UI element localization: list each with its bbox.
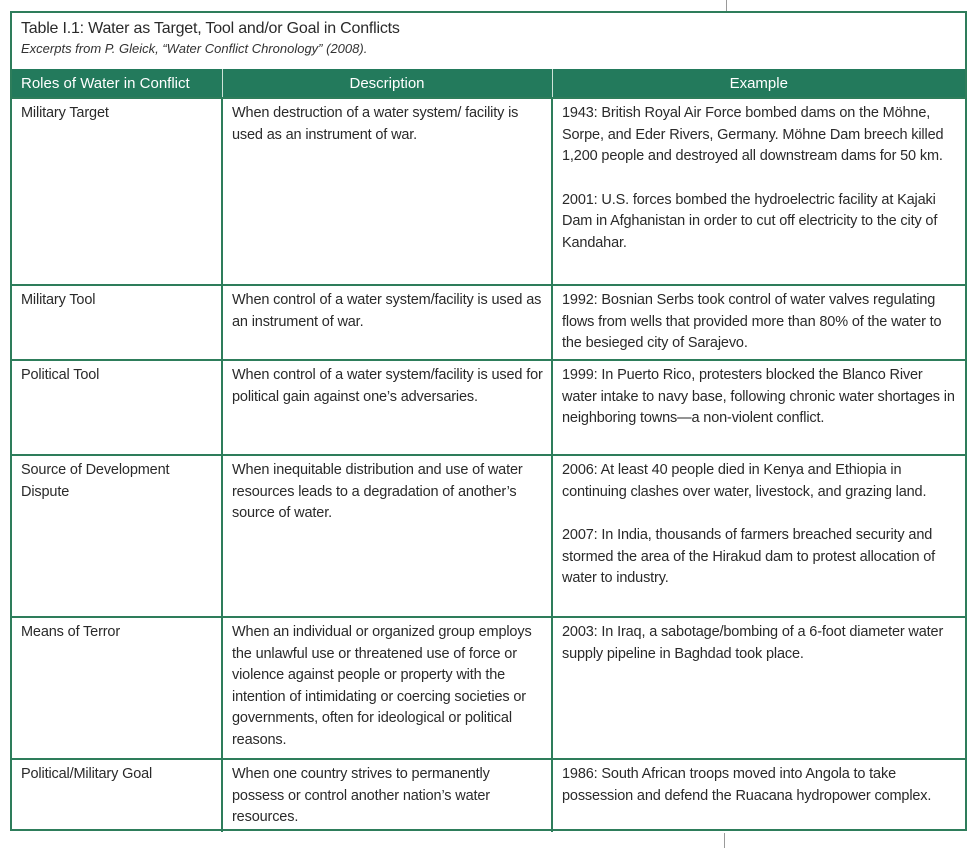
- table-row: [12, 360, 965, 455]
- table-source: Excerpts from P. Gleick, “Water Conflict Chronology” (2008).: [21, 41, 368, 56]
- example-text: 2003: In Iraq, a sabotage/bombing of a 6-foot diameter water supply pipeline in Baghdad took place.: [562, 624, 944, 662]
- role-cell: Political Tool: [12, 360, 222, 455]
- header-row: [12, 69, 965, 98]
- role-cell: Military Target: [12, 98, 222, 285]
- example-text: 1986: South African troops moved into Angola to take possession and defend the Ruacana hydropower complex.: [562, 766, 932, 804]
- example-cell: [552, 285, 965, 360]
- header-roles: Roles of Water in Conflict: [12, 69, 222, 98]
- example-cell: [552, 98, 965, 285]
- table-caption: [12, 13, 965, 69]
- conflict-table: [10, 11, 967, 831]
- header-description: Description: [222, 69, 552, 98]
- description-cell: When control of a water system/facility is used for political gain against one’s adversaries.: [222, 360, 552, 455]
- table-row: [12, 759, 965, 832]
- role-cell: Political/Military Goal: [12, 759, 222, 832]
- description-cell: When control of a water system/facility is used as an instrument of war.: [222, 285, 552, 360]
- description-cell: When one country strives to permanently possess or control another nation’s water resources.: [222, 759, 552, 832]
- header-example: Example: [552, 69, 965, 98]
- description-cell: When inequitable distribution and use of water resources leads to a degradation of another’s source of water.: [222, 455, 552, 617]
- table-row: [12, 617, 965, 759]
- description-cell: When destruction of a water system/ facility is used as an instrument of war.: [222, 98, 552, 285]
- example-cell: [552, 759, 965, 832]
- example-text: 2001: U.S. forces bombed the hydroelectric facility at Kajaki Dam in Afghanistan in order to cut off electricity to the city of Kandahar.: [562, 191, 938, 251]
- example-text: 1943: British Royal Air Force bombed dams on the Möhne, Sorpe, and Eder Rivers, Germany. Möhne Dam breech killed 1,200 people and destroyed all downstream dams for 50 km.: [562, 105, 944, 164]
- example-text: 2007: In India, thousands of farmers breached security and stormed the area of the Hirakud dam to protest allocation of water to industry.: [562, 527, 936, 586]
- table-body: [12, 69, 965, 832]
- example-text: 1999: In Puerto Rico, protesters blocked the Blanco River water intake to navy base, following chronic water shortages in neighboring towns—a non-violent conflict.: [562, 367, 955, 426]
- example-cell: [552, 360, 965, 455]
- page-edge-rule-bottom: [724, 833, 725, 848]
- description-cell: When an individual or organized group employs the unlawful use or threatened use of force or violence against people or property with the intention of intimidating or coercing societies or governments, often for ideological or political reasons.: [222, 617, 552, 759]
- example-text: 1992: Bosnian Serbs took control of water valves regulating flows from wells that provided more than 80% of the water to the besieged city of Sarajevo.: [562, 292, 942, 351]
- table-row: [12, 285, 965, 360]
- table-row: [12, 98, 965, 285]
- role-cell: Means of Terror: [12, 617, 222, 759]
- role-cell: Source of Development Dispute: [12, 455, 222, 617]
- role-cell: Military Tool: [12, 285, 222, 360]
- table-title: Table I.1: Water as Target, Tool and/or Goal in Conflicts: [21, 20, 400, 37]
- example-cell: [552, 455, 965, 617]
- example-cell: [552, 617, 965, 759]
- example-text: 2006: At least 40 people died in Kenya and Ethiopia in continuing clashes over water, livestock, and grazing land.: [562, 462, 927, 500]
- table-row: [12, 455, 965, 617]
